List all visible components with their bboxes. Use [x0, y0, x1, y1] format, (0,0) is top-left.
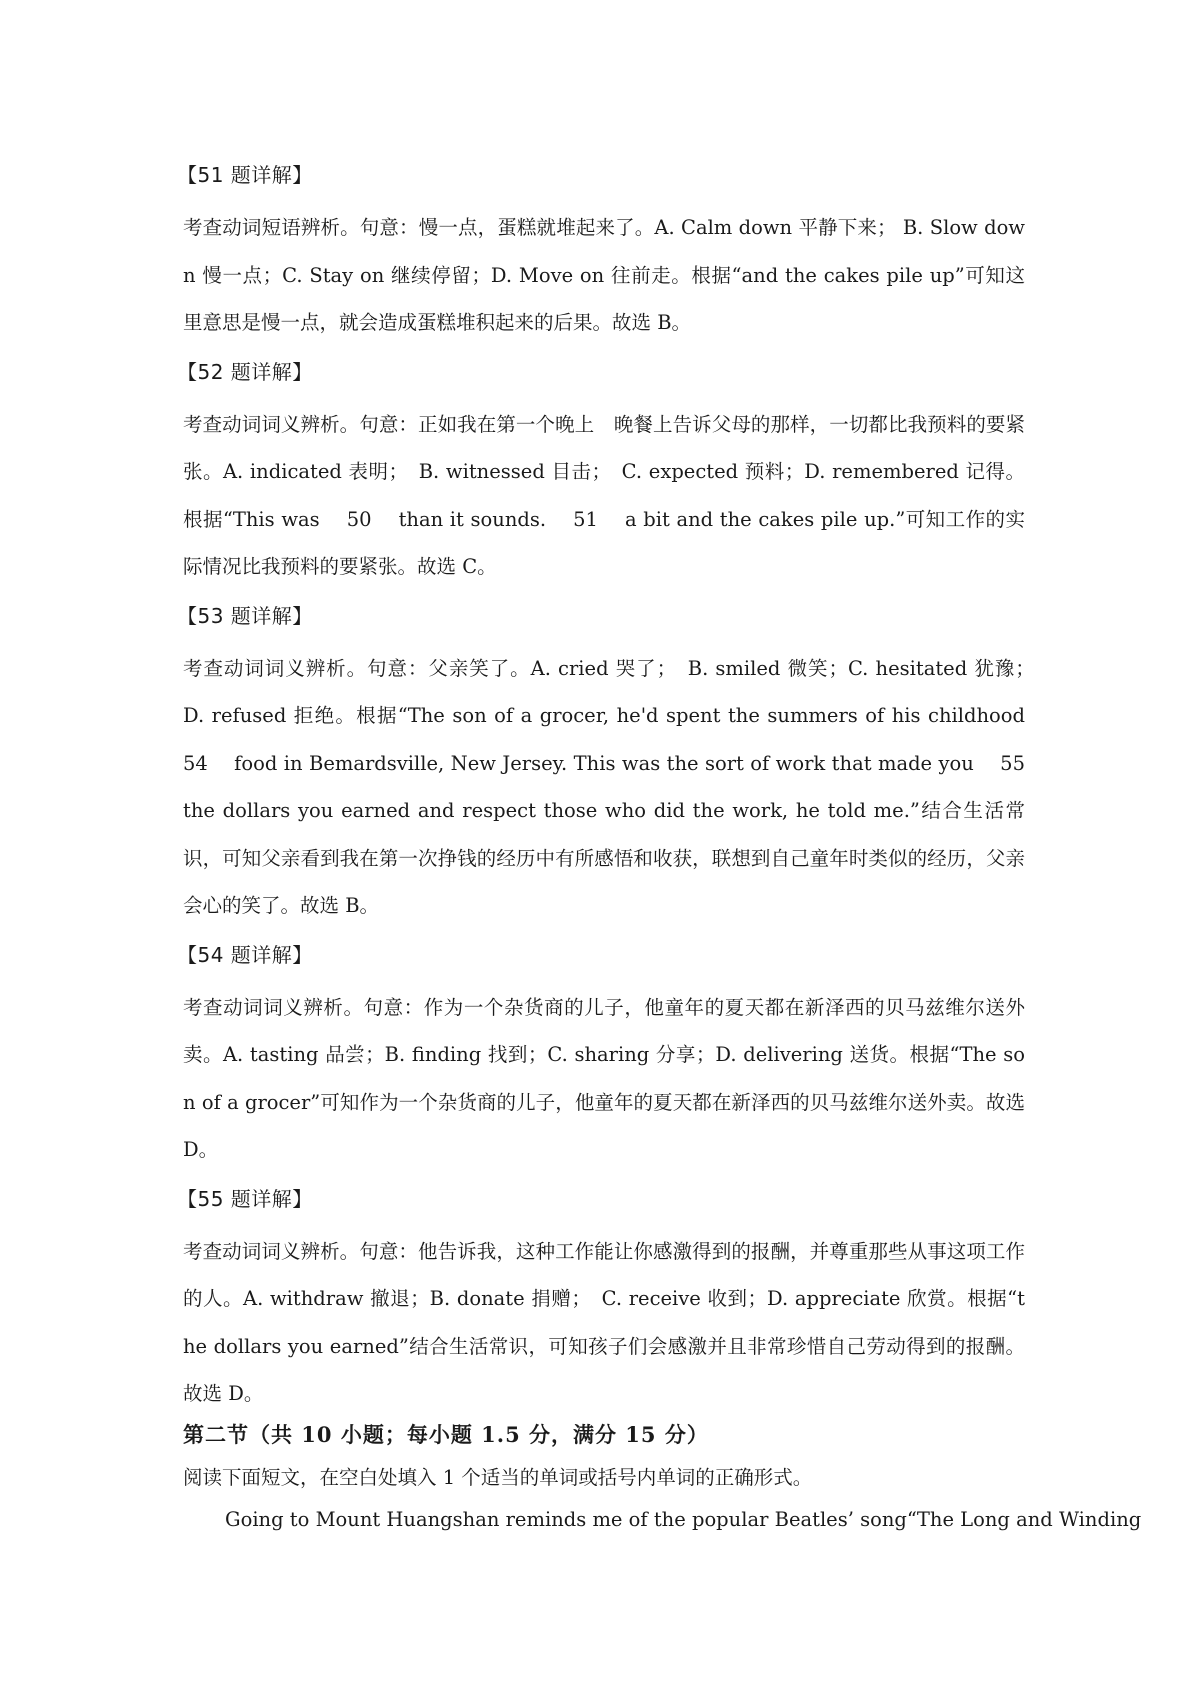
section-title: 第二节（共 10 小题；每小题 1.5 分，满分 15 分）	[183, 1421, 709, 1447]
passage-text: Going to Mount Huangshan reminds me of the popular Beatles’ song“The Long and Winding	[225, 1507, 1142, 1531]
question-heading: 【53 题详解】	[177, 603, 313, 628]
explanation-text: 考查动词词义辨析。句意：他告诉我，这种工作能让你感激得到的报酬，并尊重那些从事这项工作的人。A. withdraw 撤退；B. donate 捐赠； C. receive 收到；D. appreciate 欣赏。根据“the dollars you earned”结合生活常识，可知孩子们会感激并且非常珍惜自己劳动得到的报酬。故选 D。	[183, 1239, 1025, 1405]
explanation-51	[177, 158, 1025, 347]
explanation-text: 考查动词词义辨析。句意：父亲笑了。A. cried 哭了； B. smiled 微笑；C. hesitated 犹豫； D. refused 拒绝。根据“The son of a grocer, he'd spent the summers of his childhood 54 food in Bemardsville, New Jersey. This was the sort of work that made you 55 the dollars you earned and respect those who did the work, he told me.”结合生活常识，可知父亲看到我在第一次挣钱的经历中有所感悟和收获，联想到自己童年时类似的经历，父亲会心的笑了。故选 B。	[183, 656, 1051, 917]
explanation-text: 考查动词短语辨析。句意：慢一点，蛋糕就堆起来了。A. Calm down 平静下来； B. Slow down 慢一点；C. Stay on 继续停留；D. Move on 往前走。根据“and the cakes pile up”可知这里意思是慢一点，就会造成蛋糕堆积起来的后果。故选 B。	[183, 216, 1025, 334]
question-heading: 【54 题详解】	[177, 942, 313, 967]
explanation-text: 考查动词词义辨析。句意：正如我在第一个晚上 晚餐上告诉父母的那样，一切都比我预料的要紧张。A. indicated 表明； B. witnessed 目击； C. expected 预料；D. remembered 记得。根据“This was 50 than it sounds. 51 a bit and the cakes pile up.”可知工作的实际情况比我预料的要紧张。故选 C。	[183, 412, 1025, 578]
section-instruction: 阅读下面短文，在空白处填入 1 个适当的单词或括号内单词的正确形式。	[183, 1465, 813, 1489]
explanation-53	[177, 599, 1051, 930]
explanation-54	[177, 938, 1025, 1174]
question-heading: 【52 题详解】	[177, 359, 313, 384]
document-page	[177, 158, 1142, 1540]
explanation-55	[177, 1182, 1025, 1418]
explanation-52	[177, 355, 1025, 591]
question-heading: 【55 题详解】	[177, 1186, 313, 1211]
explanation-text: 考查动词词义辨析。句意：作为一个杂货商的儿子，他童年的夏天都在新泽西的贝马兹维尔送外卖。A. tasting 品尝；B. finding 找到；C. sharing 分享；D. delivering 送货。根据“The son of a grocer”可知作为一个杂货商的儿子，他童年的夏天都在新泽西的贝马兹维尔送外卖。故选 D。	[183, 995, 1025, 1161]
question-heading: 【51 题详解】	[177, 163, 313, 187]
